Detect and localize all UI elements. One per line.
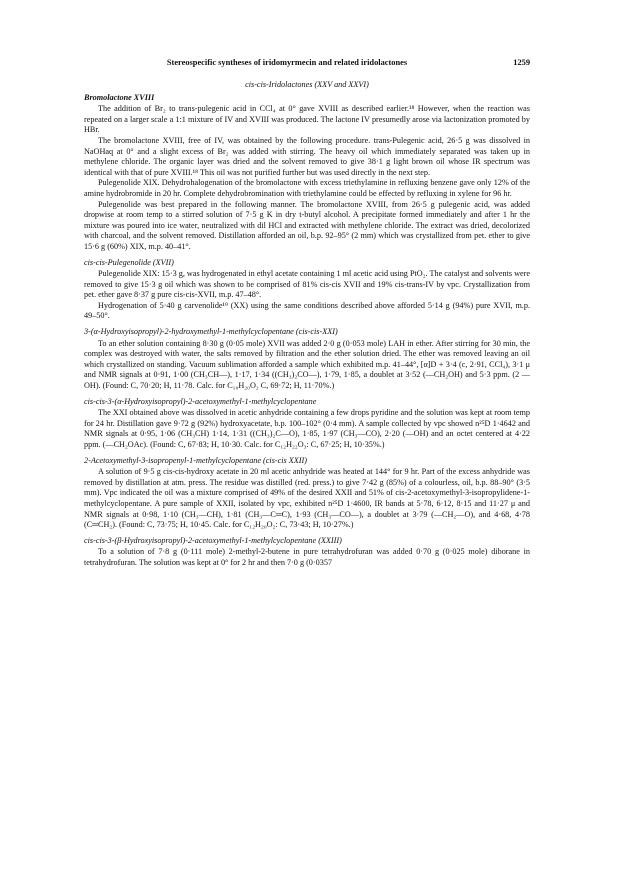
body-paragraph: The addition of Br₂ to trans-pulegenic acid in CCl₄ at 0° gave XVIII as described earlier.¹⁸ However, when the reaction was repeated on a larger scale a 1:1 mixture of IV and XVIII was produced. The lactone IV presumedly arose via lactonization promoted by HBr. (84, 104, 530, 135)
body-paragraph: Hydrogenation of 5·40 g carvenolide¹⁹ (XX) using the same conditions described above afforded 5·14 g (94%) pure XVII, m.p. 49–50°. (84, 300, 530, 321)
body-paragraph: Pulegenolide XIX. Dehydrohalogenation of the bromolactone with excess triethylamine in refluxing benzene gave only 12% of the amine hydrobromide in 20 hr. Complete dehydrobromination with triethylamine could be effected by refluxing in xylene for 96 hr. (84, 178, 530, 198)
body-paragraph: Pulegenolide XIX: 15·3 g, was hydrogenated in ethyl acetate containing 1 ml acetic acid using PtO₂. The catalyst and solvents were removed to give 15·3 g oil which was shown to be comprised of 81% cis-cis XVII and 19% cis-trans-IV by vpc. Crystallization from pet. ether gave 8·37 g pure cis-cis-XVII, m.p. 47–48°. (84, 269, 530, 300)
section-heading: cis-cis-Pulegenolide (XVII) (84, 257, 174, 267)
section-heading: cis-cis-3-(β-Hydroxyisopropyl)-2-acetoxymethyl-1-methylcyclopentane (XXIII) (84, 535, 342, 545)
body-paragraph: The XXI obtained above was dissolved in acetic anhydride containing a few drops pyridine and the solution was kept at room temp for 24 hr. Distillation gave 9·72 g (92%) hydroxyacetate, b.p. 100–102° (0·4 mm). A sample collected by vpc showed n²⁵D 1·4642 and NMR signals at 0·95, 1·06 (CH₃CH) 1·14, 1·31 ((CH₃)₂C—O), 1·85, 1·97 (CH₃—CO), 2·20 (—OH) and an octet centered at 4·22 ppm. (—CH₂OAc). (Found: C, 67·83; H, 10·30. Calc. for C₁₂H₂₂O₃: C, 67·25; H, 10·35%.) (84, 408, 530, 449)
section-heading: cis-cis-Iridolactones (XXV and XXVI) (245, 80, 369, 89)
page-body (84, 80, 530, 569)
running-title: Stereospecific syntheses of iridomyrmecin and related iridolactones (166, 58, 408, 67)
document-page (84, 58, 530, 569)
body-paragraph: To an ether solution containing 8·30 g (0·05 mole) XVII was added 2·0 g (0·053 mole) LAH in ether. After stirring for 30 min, the complex was destroyed with water, the salts removed by filtration and the ether solution dried. The ether was removed leaving an oil which crystallized on standing. Vacuum sublimation afforded a sample which exhibited m.p. 41–44°, [α]D + 3·4 (c, 2·91, CCl₄), 3·1 μ and NMR signals at 0·91, 1·00 (CH₃CH—), 1·17, 1·34 ((CH₃)₂CO—), 1·79, 1·85, a doublet at 3·52 (—CH₂OH) and 5·3 ppm. (2 —OH). (Found: C, 70·20; H, 11·78. Calc. for C₁₀H₂₀O₂ C, 69·72; H, 11·70%.) (84, 338, 530, 391)
section-heading: Bromolactone XVIII (84, 92, 155, 102)
page-header (84, 58, 530, 70)
body-paragraph: To a solution of 7·8 g (0·111 mole) 2-methyl-2-butene in pure tetrahydrofuran was added 0·70 g (0·025 mole) diborane in tetrahydrofuran. The solution was kept at 0° for 2 hr and then 7·0 g (0·0357 (84, 547, 530, 567)
page-number: 1259 (513, 58, 530, 67)
body-paragraph: The bromolactone XVIII, free of IV, was obtained by the following procedure. trans-Pulegenic acid, 26·5 g was dissolved in NaOHaq at 0° and a slight excess of Br₂ was added with stirring. The heavy oil which immediately separated was taken up in methylene chloride. The organic layer was dried and the solvent removed to give 38·1 g light brown oil whose IR spectrum was identical with that of pure XVIII.¹⁸ This oil was not purified further but was used directly in the next step. (84, 135, 530, 177)
section-heading: 2-Acetoxymethyl-3-isopropenyl-1-methylcyclopentane (cis-cis XXII) (84, 455, 307, 465)
section-heading: cis-cis-3-(α-Hydroxyisopropyl)-2-acetoxymethyl-1-methylcyclopentane (84, 396, 317, 406)
section-heading: 3-(α-Hydroxyisopropyl)-2-hydroxymethyl-1-methylcyclopentane (cis-cis-XXI) (84, 327, 338, 337)
body-paragraph: Pulegenolide was best prepared in the following manner. The bromolactone XVIII, from 26·5 g pulegenic acid, was added dropwise at room temp to a stirred solution of 7·5 g K in dry t-butyl alcohol. A precipitate formed immediately and after 1 hr the mixture was poured into ice water, neutralized with dil HCl and extracted with methylene chloride. The extract was dried, decolorized with charcoal, and the solvent removed. Distillation afforded an oil, b.p. 92–95° (2 mm) which was crystallized from pet. ether to give 15·6 g (60%) XIX, m.p. 40–41°. (84, 199, 530, 251)
body-paragraph: A solution of 9·5 g cis-cis-hydroxy acetate in 20 ml acetic anhydride was heated at 144° for 9 hr. Part of the excess anhydride was removed by distillation at atm. press. The residue was distilled (red. press.) to give 7·42 g (85%) of a colourless, oil, b.p. 88–90° (3·5 mm). Vpc indicated the oil was a mixture comprised of 49% of the desired XXII and 51% of cis-2-acetoxymethyl-3-isopropylidene-1-methylcyclopentane. A pure sample of XXII, isolated by vpc, exhibited n²⁵D 1·4600, IR bands at 5·78, 6·12, 8·15 and 11·27 μ and NMR signals at 0·98, 1·10 (CH₃—CH), 1·81 (CH₃—C═C), 1·93 (CH₃—CO—), a doublet at 3·79 (—CH₂—O), and 4·68, 4·78 (C═CH₂). (Found: C, 73·75; H, 10·45. Calc. for C₁₂H₂₀O₂: C, 73·43; H, 10·27%.) (84, 467, 530, 530)
